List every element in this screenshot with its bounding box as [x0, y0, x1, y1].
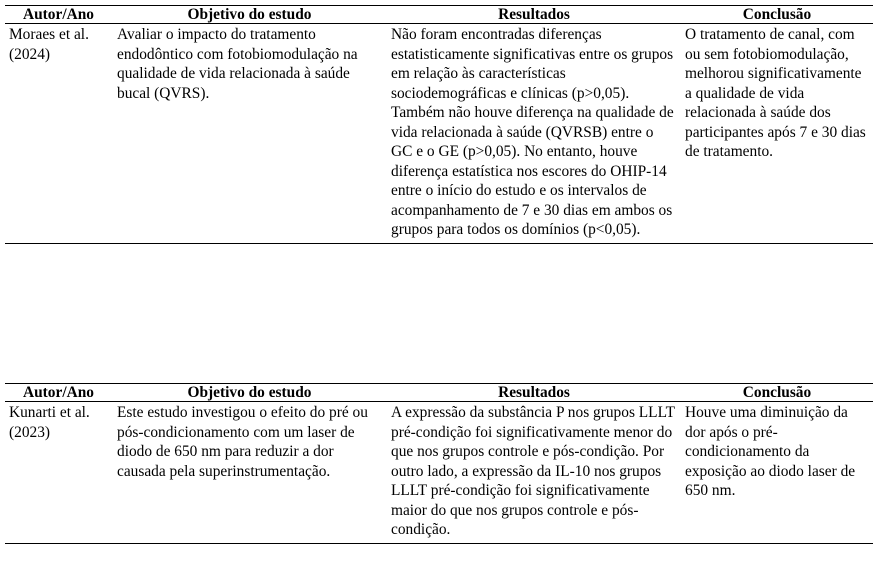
header-conclusion: Conclusão: [742, 384, 812, 401]
study-table-1: [5, 5, 873, 244]
header-objective: Objetivo do estudo: [187, 6, 312, 23]
cell-author-year: [5, 402, 112, 544]
header-objective: Objetivo do estudo: [187, 384, 312, 401]
header-author-year: Autor/Ano: [23, 6, 94, 23]
results-text: A expressão da substância P nos grupos LLLT pré-condição foi significativamente menor do que nos grupos controle e pós-condição. Por outro lado, a expressão da IL-10 nos grupos LLLT pré-condição foi significativamente maior do que nos grupos controle e pós-condição.: [391, 404, 675, 538]
cell-results: [387, 402, 681, 544]
header-author-year: Autor/Ano: [23, 384, 94, 401]
cell-conclusion: [681, 24, 873, 244]
table-row: [5, 402, 873, 544]
study-table-2: [5, 383, 873, 544]
cell-objective: [112, 24, 387, 244]
cell-objective: [112, 402, 387, 544]
results-text: Não foram encontradas diferenças estatisticamente significativas entre os grupos em relação às características sociodemográficas e clínicas (p>0,05). Também não houve diferença na qualidade de vida relacionada à saúde (QVRSB) entre o GC e o GE (p>0,05). No entanto, houve diferença estatística nos escores do OHIP-14 entre o início do estudo e os intervalos de acompanhamento de 7 e 30 dias em ambos os grupos para todos os domínios (p<0,05).: [391, 26, 674, 238]
cell-results: [387, 24, 681, 244]
header-results: Resultados: [498, 384, 570, 401]
cell-author-year: [5, 24, 112, 244]
conclusion-text: Houve uma diminuição da dor após o pré-condicionamento da exposição ao diodo laser de 650 nm.: [685, 404, 856, 499]
table-header-row: [5, 6, 873, 24]
header-conclusion: Conclusão: [742, 6, 812, 23]
author-year-text: Moraes et al. (2024): [9, 26, 89, 63]
objective-text: Avaliar o impacto do tratamento endodôntico com fotobiomodulação na qualidade de vida relacionada à saúde bucal (QVRS).: [117, 26, 358, 102]
table-header-row: [5, 384, 873, 402]
cell-conclusion: [681, 402, 873, 544]
conclusion-text: O tratamento de canal, com ou sem fotobiomodulação, melhorou significativamente a qualidade de vida relacionada à saúde dos participantes após 7 e 30 dias de tratamento.: [685, 26, 866, 160]
author-year-text: Kunarti et al. (2023): [9, 404, 90, 441]
header-results: Resultados: [498, 6, 570, 23]
objective-text: Este estudo investigou o efeito do pré ou pós-condicionamento com um laser de diodo de 650 nm para reduzir a dor causada pela superinstrumentação.: [117, 404, 368, 480]
table-row: [5, 24, 873, 244]
